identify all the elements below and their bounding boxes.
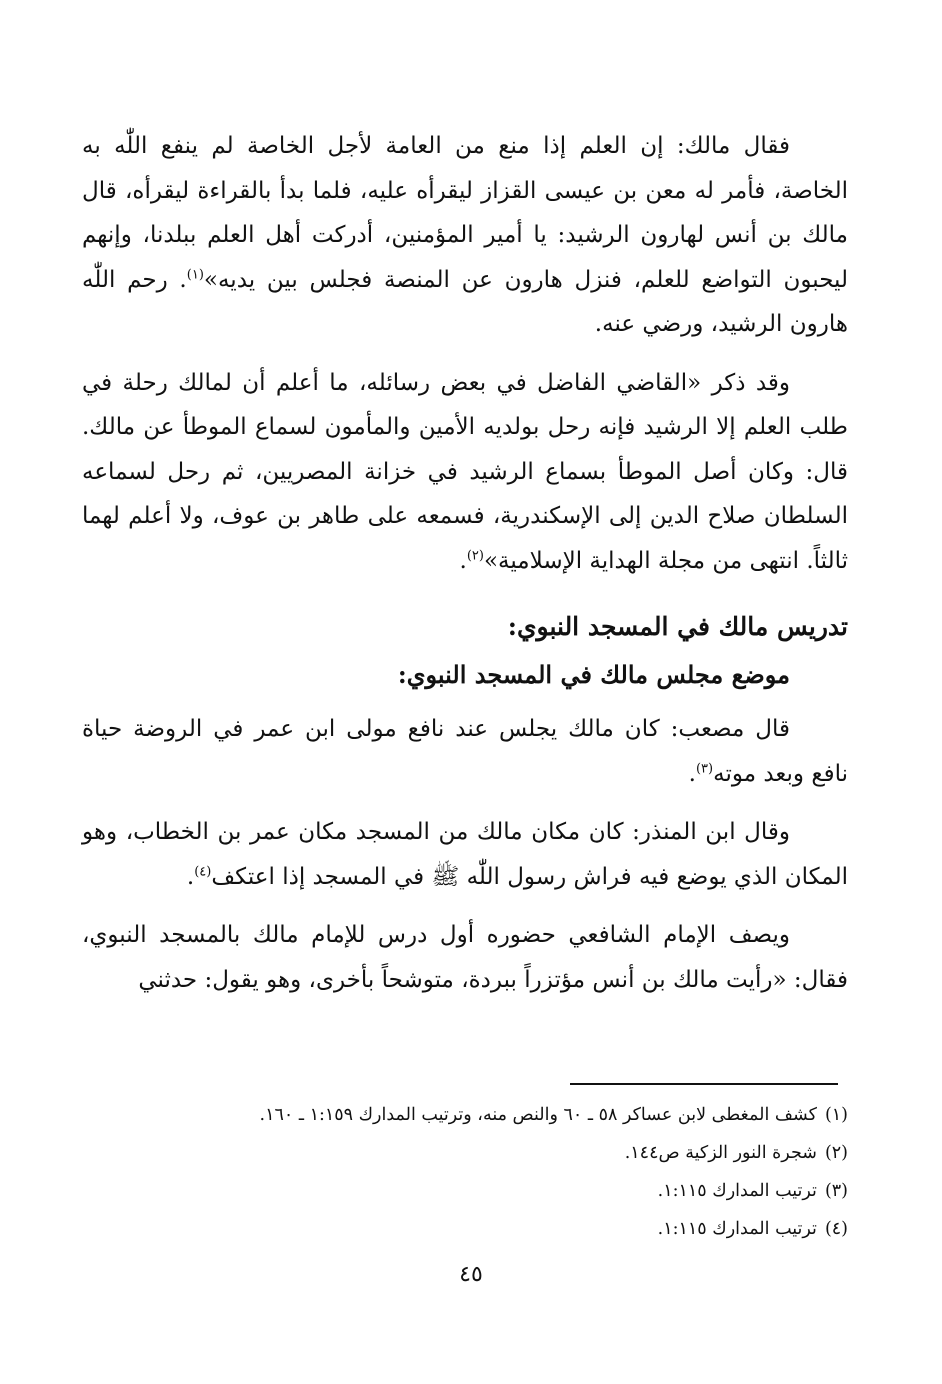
footnote-ref-3[interactable]: (٣) (695, 760, 714, 776)
paragraph-shafii (82, 913, 848, 1002)
paragraph-text: وقال ابن المنذر: كان مكان مالك من المسجد مكان عمر بن الخطاب، وهو المكان الذي يوضع فيه فراش رسول اللّٰه ﷺ في المسجد إذا اعتكف (82, 819, 848, 890)
paragraph-tail: . (688, 760, 696, 787)
paragraph-musab (82, 707, 848, 796)
paragraph-ibn-mundhir (82, 810, 848, 899)
paragraph-tail: . رحم اللّٰه هارون الرشيد، ورضي عنه. (82, 266, 848, 337)
footnote-text: كشف المغطى لابن عساكر ٥٨ ـ ٦٠ والنص منه، وترتيب المدارك ١:١٥٩ ـ ١٦٠. (259, 1105, 817, 1125)
footnote-item (82, 1096, 848, 1134)
footnote-text: ترتيب المدارك ١:١١٥. (657, 1219, 817, 1239)
paragraph-text: ويصف الإمام الشافعي حضوره أول درس للإمام مالك بالمسجد النبوي، فقال: «رأيت مالك بن أنس مؤتزراً ببردة، متوشحاً بأخرى، وهو يقول: حدثني (82, 922, 848, 993)
footnote-number: (٣) (824, 1181, 848, 1201)
subsection-heading: موضع مجلس مالك في المسجد النبوي: (397, 660, 790, 689)
paragraph-text: فقال مالك: إن العلم إذا منع من العامة لأجل الخاصة لم ينفع اللّٰه به الخاصة، فأمر له معن بن عيسى القزاز ليقرأه عليه، فلما بدأ بالقراءة ليقرأه، قال مالك بن أنس لهارون الرشيد: يا أمير المؤمنين، أدركت أهل العلم ببلدنا، وإنهم ليحبون التواضع للعلم، فنزل هارون عن المنصة فجلس بين يديه» (82, 133, 848, 293)
paragraph-harun (82, 124, 848, 347)
paragraph-text: قال مصعب: كان مالك يجلس عند نافع مولى ابن عمر في الروضة حياة نافع وبعد موته (82, 716, 848, 787)
footnote-number: (٢) (824, 1143, 848, 1163)
footnote-number: (١) (824, 1105, 848, 1125)
paragraph-tail: . (186, 863, 195, 890)
footnote-separator (570, 1083, 838, 1085)
footnote-number: (٤) (824, 1219, 848, 1239)
footnote-ref-4[interactable]: (٤) (194, 863, 212, 879)
page-body (82, 124, 848, 1002)
footnote-item (82, 1210, 848, 1248)
footnote-item (82, 1172, 848, 1210)
footnote-item (82, 1134, 848, 1172)
paragraph-qadi-fadil (82, 361, 848, 584)
paragraph-tail: . (459, 547, 467, 574)
footnote-ref-2[interactable]: (٢) (466, 547, 484, 563)
footnote-text: شجرة النور الزكية ص١٤٤. (624, 1143, 817, 1163)
page-number: ٤٥ (459, 1262, 483, 1287)
section-heading: تدريس مالك في المسجد النبوي: (507, 612, 848, 641)
paragraph-text: وقد ذكر «القاضي الفاضل في بعض رسائله، ما أعلم أن لمالك رحلة في طلب العلم إلا الرشيد فإنه رحل بولديه الأمين والمأمون لسماع الموطأ عن مالك. قال: وكان أصل الموطأ بسماع الرشيد في خزانة المصريين، ثم رحل لسماعه السلطان صلاح الدين إلى الإسكندرية، فسمعه على طاهر بن عوف، ولا أعلم لهما ثالثاً. انتهى من مجلة الهداية الإسلامية» (82, 369, 848, 574)
footnote-ref-1[interactable]: (١) (186, 266, 204, 282)
footnote-text: ترتيب المدارك ١:١١٥. (657, 1181, 817, 1201)
footnotes (82, 1096, 848, 1248)
